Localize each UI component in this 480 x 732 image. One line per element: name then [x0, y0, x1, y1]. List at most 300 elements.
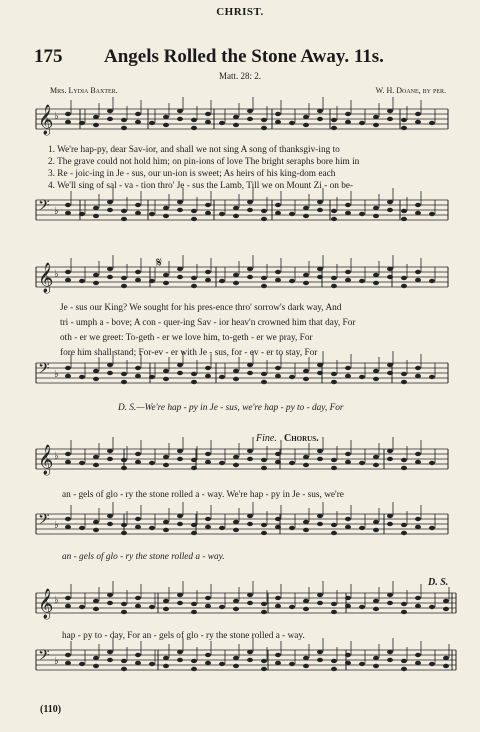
- note-head: [121, 126, 127, 130]
- note-head: [93, 607, 99, 611]
- note-head: [65, 112, 71, 116]
- note-head: [79, 121, 85, 125]
- note-head: [107, 275, 113, 279]
- note-head: [177, 514, 183, 518]
- note-head: [247, 522, 253, 526]
- note-head: [121, 602, 127, 606]
- note-head: [317, 208, 323, 212]
- note-head: [415, 374, 421, 378]
- note-head: [429, 526, 435, 530]
- note-head: [345, 661, 351, 665]
- verse-line-1: Je - sus our King? We sought for his pres-ence thro' sorrow's dark way, And: [60, 303, 342, 313]
- note-head: [275, 596, 281, 600]
- note-head: [79, 212, 85, 216]
- note-head: [429, 121, 435, 125]
- note-head: [233, 599, 239, 603]
- note-head: [247, 514, 253, 518]
- note-head: [191, 372, 197, 376]
- note-head: [275, 278, 281, 282]
- note-head: [191, 610, 197, 614]
- note-head: [275, 460, 281, 464]
- note-head: [205, 366, 211, 370]
- note-head: [191, 284, 197, 288]
- note-head: [191, 118, 197, 122]
- note-head: [247, 449, 253, 453]
- flat-sign: ♭: [54, 595, 59, 606]
- note-head: [135, 604, 141, 608]
- note-head: [303, 123, 309, 127]
- note-head: [121, 667, 127, 671]
- note-head: [107, 109, 113, 113]
- note-head: [415, 517, 421, 521]
- note-head: [331, 602, 337, 606]
- note-head: [261, 380, 267, 384]
- note-head: [121, 610, 127, 614]
- note-head: [401, 217, 407, 221]
- flat-sign: ♭: [54, 206, 59, 217]
- note-head: [247, 371, 253, 375]
- note-head: [401, 126, 407, 130]
- note-head: [121, 276, 127, 280]
- note-head: [303, 463, 309, 467]
- note-head: [331, 380, 337, 384]
- flat-sign: ♭: [54, 269, 59, 280]
- note-head: [415, 203, 421, 207]
- note-head: [65, 270, 71, 274]
- note-head: [247, 601, 253, 605]
- note-head: [317, 522, 323, 526]
- note-head: [65, 366, 71, 370]
- note-head: [191, 531, 197, 535]
- treble-clef: 𝄞: [38, 445, 54, 475]
- note-head: [373, 123, 379, 127]
- note-head: [121, 531, 127, 535]
- note-head: [303, 455, 309, 459]
- note-head: [373, 599, 379, 603]
- note-head: [149, 212, 155, 216]
- note-head: [415, 112, 421, 116]
- note-head: [387, 109, 393, 113]
- note-head: [163, 377, 169, 381]
- note-head: [135, 270, 141, 274]
- note-head: [401, 659, 407, 663]
- note-head: [233, 369, 239, 373]
- note-head: [387, 650, 393, 654]
- note-head: [345, 211, 351, 215]
- verse-line-4: fore him shall stand; For-ev - er with Je - sus, for - ev - er to stay, For: [60, 348, 318, 358]
- note-head: [331, 372, 337, 376]
- note-head: [219, 121, 225, 125]
- note-head: [331, 126, 337, 130]
- note-head: [289, 279, 295, 283]
- note-head: [191, 523, 197, 527]
- note-head: [373, 214, 379, 218]
- note-head: [275, 517, 281, 521]
- note-head: [191, 380, 197, 384]
- note-head: [401, 466, 407, 470]
- note-head: [317, 593, 323, 597]
- verse-line-3: oth - er we greet: To-geth - er we love him, to-geth - er we pray, For: [60, 333, 313, 343]
- note-head: [219, 279, 225, 283]
- note-head: [135, 120, 141, 124]
- note-head: [205, 374, 211, 378]
- note-head: [177, 117, 183, 121]
- note-head: [359, 526, 365, 530]
- note-head: [275, 120, 281, 124]
- note-head: [205, 120, 211, 124]
- note-head: [331, 659, 337, 663]
- note-head: [387, 117, 393, 121]
- note-head: [401, 209, 407, 213]
- note-head: [233, 656, 239, 660]
- note-head: [121, 458, 127, 462]
- note-head: [65, 661, 71, 665]
- note-head: [429, 662, 435, 666]
- note-head: [79, 605, 85, 609]
- note-head: [107, 522, 113, 526]
- bass-clef: 𝄢: [38, 360, 50, 381]
- note-head: [191, 602, 197, 606]
- note-head: [121, 217, 127, 221]
- note-head: [135, 112, 141, 116]
- note-head: [177, 371, 183, 375]
- note-head: [65, 596, 71, 600]
- note-head: [107, 449, 113, 453]
- note-head: [65, 517, 71, 521]
- note-head: [219, 461, 225, 465]
- note-head: [65, 120, 71, 124]
- note-head: [121, 380, 127, 384]
- note-head: [443, 607, 449, 611]
- note-head: [415, 596, 421, 600]
- note-head: [317, 363, 323, 367]
- note-head: [401, 284, 407, 288]
- note-head: [79, 526, 85, 530]
- note-head: [303, 115, 309, 119]
- note-head: [93, 206, 99, 210]
- note-head: [177, 208, 183, 212]
- note-head: [275, 112, 281, 116]
- note-head: [401, 531, 407, 535]
- note-head: [163, 115, 169, 119]
- note-head: [149, 526, 155, 530]
- chorus-lyric-line: hap - py to - day, For an - gels of glo - ry the stone rolled a - way.: [62, 631, 305, 641]
- note-head: [345, 203, 351, 207]
- note-head: [373, 528, 379, 532]
- hymn-number: 175: [34, 46, 63, 67]
- treble-clef: 𝄞: [38, 263, 54, 293]
- note-head: [373, 656, 379, 660]
- note-head: [345, 270, 351, 274]
- note-head: [205, 661, 211, 665]
- bass-clef: 𝄢: [38, 197, 50, 218]
- note-head: [135, 653, 141, 657]
- note-head: [65, 604, 71, 608]
- note-head: [247, 650, 253, 654]
- note-head: [373, 206, 379, 210]
- note-head: [345, 112, 351, 116]
- note-head: [205, 596, 211, 600]
- note-head: [331, 466, 337, 470]
- note-head: [289, 375, 295, 379]
- note-head: [135, 596, 141, 600]
- note-head: [275, 653, 281, 657]
- note-head: [443, 664, 449, 668]
- note-head: [289, 461, 295, 465]
- note-head: [233, 206, 239, 210]
- fine-marking: Fine.: [256, 433, 277, 444]
- note-head: [107, 200, 113, 204]
- hymn-title: Angels Rolled the Stone Away. 11s.: [104, 46, 384, 67]
- note-head: [163, 455, 169, 459]
- note-head: [177, 593, 183, 597]
- note-head: [247, 658, 253, 662]
- note-head: [261, 602, 267, 606]
- note-head: [205, 452, 211, 456]
- verse-line-2: 2. The grave could not hold him; on pin-ions of love The bright seraphs bore him in: [48, 157, 360, 167]
- note-head: [261, 118, 267, 122]
- note-head: [121, 466, 127, 470]
- note-head: [275, 525, 281, 529]
- note-head: [359, 461, 365, 465]
- note-head: [317, 275, 323, 279]
- note-head: [135, 661, 141, 665]
- note-head: [303, 214, 309, 218]
- note-head: [401, 667, 407, 671]
- note-head: [163, 664, 169, 668]
- note-head: [149, 375, 155, 379]
- note-head: [219, 212, 225, 216]
- note-head: [415, 366, 421, 370]
- note-head: [317, 514, 323, 518]
- note-head: [373, 377, 379, 381]
- note-head: [93, 123, 99, 127]
- note-head: [107, 593, 113, 597]
- note-head: [205, 460, 211, 464]
- note-head: [345, 460, 351, 464]
- note-head: [233, 123, 239, 127]
- note-head: [93, 528, 99, 532]
- bass-clef: 𝄢: [38, 511, 50, 532]
- note-head: [303, 599, 309, 603]
- note-head: [415, 604, 421, 608]
- note-head: [177, 363, 183, 367]
- note-head: [359, 605, 365, 609]
- note-head: [373, 115, 379, 119]
- note-head: [429, 461, 435, 465]
- note-head: [373, 664, 379, 668]
- note-head: [177, 109, 183, 113]
- note-head: [233, 115, 239, 119]
- note-head: [289, 662, 295, 666]
- note-head: [317, 658, 323, 662]
- note-head: [415, 653, 421, 657]
- note-head: [401, 602, 407, 606]
- note-head: [345, 653, 351, 657]
- note-head: [247, 208, 253, 212]
- note-head: [387, 267, 393, 271]
- note-head: [275, 203, 281, 207]
- note-head: [387, 601, 393, 605]
- note-head: [219, 605, 225, 609]
- note-head: [317, 117, 323, 121]
- note-head: [107, 267, 113, 271]
- note-head: [345, 525, 351, 529]
- note-head: [303, 273, 309, 277]
- note-head: [135, 525, 141, 529]
- note-head: [317, 601, 323, 605]
- note-head: [65, 203, 71, 207]
- note-head: [135, 452, 141, 456]
- note-head: [359, 121, 365, 125]
- bass-lyric-line: an - gels of glo - ry the stone rolled a - way.: [62, 552, 225, 562]
- note-head: [317, 109, 323, 113]
- note-head: [401, 458, 407, 462]
- note-head: [289, 212, 295, 216]
- note-head: [317, 267, 323, 271]
- note-head: [331, 217, 337, 221]
- dal-segno-lyric: D. S.—We're hap - py in Je - sus, we're hap - py to - day, For: [118, 403, 344, 413]
- note-head: [177, 658, 183, 662]
- note-head: [205, 270, 211, 274]
- bass-clef: 𝄢: [38, 647, 50, 668]
- note-head: [177, 275, 183, 279]
- note-head: [331, 118, 337, 122]
- note-head: [149, 461, 155, 465]
- note-head: [177, 200, 183, 204]
- flat-sign: ♭: [54, 111, 59, 122]
- note-head: [387, 449, 393, 453]
- note-head: [331, 458, 337, 462]
- note-head: [303, 528, 309, 532]
- note-head: [289, 526, 295, 530]
- note-head: [261, 209, 267, 213]
- note-head: [317, 200, 323, 204]
- note-head: [275, 604, 281, 608]
- note-head: [93, 369, 99, 373]
- note-head: [233, 463, 239, 467]
- verse-line-1: 1. We're hap-py, dear Sav-ior, and shall we not sing A song of thanksgiv-ing to: [48, 145, 340, 155]
- note-head: [65, 452, 71, 456]
- note-head: [107, 208, 113, 212]
- note-head: [415, 525, 421, 529]
- note-head: [93, 281, 99, 285]
- note-head: [387, 208, 393, 212]
- note-head: [303, 607, 309, 611]
- note-head: [191, 458, 197, 462]
- note-head: [303, 281, 309, 285]
- note-head: [387, 514, 393, 518]
- note-head: [233, 377, 239, 381]
- note-head: [65, 653, 71, 657]
- note-head: [261, 217, 267, 221]
- chorus-marking: Chorus.: [284, 433, 319, 444]
- note-head: [303, 369, 309, 373]
- note-head: [331, 531, 337, 535]
- note-head: [233, 528, 239, 532]
- note-head: [387, 275, 393, 279]
- note-head: [261, 458, 267, 462]
- note-head: [163, 369, 169, 373]
- note-head: [107, 371, 113, 375]
- note-head: [219, 526, 225, 530]
- note-head: [247, 457, 253, 461]
- note-head: [345, 366, 351, 370]
- note-head: [93, 455, 99, 459]
- note-head: [93, 214, 99, 218]
- note-head: [149, 662, 155, 666]
- note-head: [387, 457, 393, 461]
- note-head: [359, 212, 365, 216]
- note-head: [345, 120, 351, 124]
- note-head: [261, 466, 267, 470]
- note-head: [65, 278, 71, 282]
- note-head: [65, 374, 71, 378]
- note-head: [121, 372, 127, 376]
- verse-line-3: 3. Re - joic-ing in Je - sus, our un-ion is sweet; As heirs of his king-dom each: [48, 169, 336, 179]
- note-head: [415, 460, 421, 464]
- note-head: [373, 520, 379, 524]
- note-head: [135, 374, 141, 378]
- note-head: [233, 664, 239, 668]
- note-head: [275, 366, 281, 370]
- note-head: [191, 466, 197, 470]
- note-head: [303, 377, 309, 381]
- note-head: [93, 656, 99, 660]
- note-head: [247, 267, 253, 271]
- note-head: [275, 270, 281, 274]
- note-head: [443, 599, 449, 603]
- note-head: [345, 374, 351, 378]
- note-head: [429, 212, 435, 216]
- note-head: [79, 375, 85, 379]
- note-head: [401, 523, 407, 527]
- note-head: [163, 214, 169, 218]
- note-head: [205, 604, 211, 608]
- note-head: [135, 278, 141, 282]
- note-head: [331, 667, 337, 671]
- note-head: [93, 463, 99, 467]
- treble-clef: 𝄞: [38, 105, 54, 135]
- note-head: [345, 596, 351, 600]
- note-head: [163, 656, 169, 660]
- chorus-lyric-line: an - gels of glo - ry the stone rolled a - way. We're hap - py in Je - sus, we're: [62, 490, 344, 500]
- note-head: [415, 270, 421, 274]
- note-head: [373, 273, 379, 277]
- ds-marking: D. S.: [428, 577, 449, 588]
- flat-sign: ♭: [54, 656, 59, 667]
- segno-sign: 𝄋: [156, 256, 163, 271]
- note-head: [219, 375, 225, 379]
- note-head: [387, 658, 393, 662]
- note-head: [121, 209, 127, 213]
- note-head: [135, 517, 141, 521]
- note-head: [149, 121, 155, 125]
- note-head: [359, 375, 365, 379]
- note-head: [191, 276, 197, 280]
- note-head: [373, 281, 379, 285]
- note-head: [275, 374, 281, 378]
- note-head: [443, 656, 449, 660]
- note-head: [401, 118, 407, 122]
- note-head: [65, 525, 71, 529]
- note-head: [303, 656, 309, 660]
- note-head: [107, 117, 113, 121]
- composer-credit: W. H. Doane, by per.: [375, 86, 446, 95]
- note-head: [345, 517, 351, 521]
- note-head: [275, 211, 281, 215]
- note-head: [261, 284, 267, 288]
